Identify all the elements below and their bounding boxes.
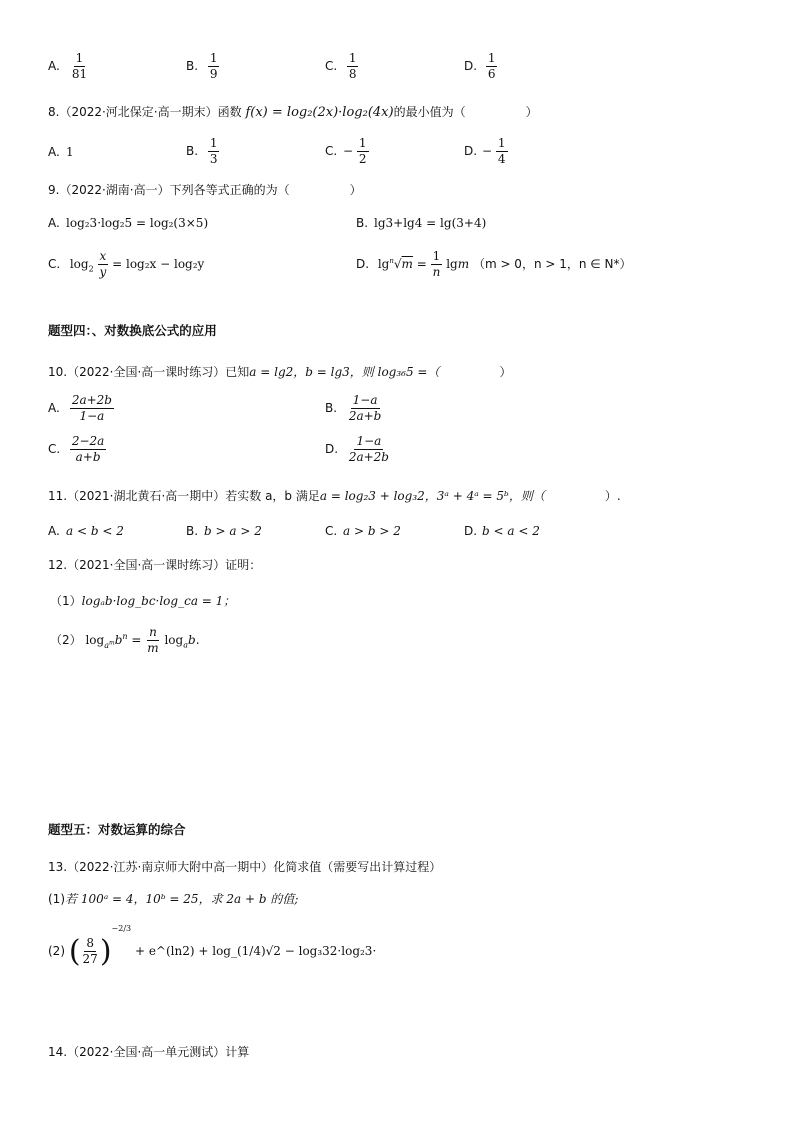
- q10-stem: 10.（2022·全国·高一课时练习）已知a = lg2，b = lg3，则 log₃₆5 =（ ）: [48, 365, 512, 379]
- section-heading: 题型四：、对数换底公式的应用: [48, 323, 217, 338]
- q10-option-c: C. $\frac{2-2a}{a+b}$: [48, 434, 105, 465]
- fraction: $\frac{x}{y}$: [99, 249, 107, 280]
- q10-option-d: D. $\frac{1-a}{2a+2b}$: [325, 434, 389, 465]
- fraction: $\frac{1}{9}$: [209, 51, 218, 82]
- fraction: $\frac{n}{m}$: [147, 625, 159, 656]
- q13-stem: 13.（2022·江苏·南京师大附中高一期中）化简求值（需要写出计算过程）: [48, 860, 442, 874]
- fraction: $\frac{1-a}{2a+2b}$: [348, 434, 389, 465]
- fraction: $\frac{1}{6}$: [487, 51, 496, 82]
- fraction: $\frac{1}{n}$: [432, 249, 441, 280]
- q10-option-b: B. $\frac{1-a}{2a+b}$: [325, 393, 382, 424]
- q9-stem: 9.（2022·湖南·高一）下列各等式正确的为（ ）: [48, 183, 362, 197]
- q11-stem: 11.（2021·湖北黄石·高一期中）若实数 a，b 满足a = log₂3 + log₃2，3ᵃ + 4ᵃ = 5ᵇ，则（ ）.: [48, 489, 621, 503]
- q7-option-b: B. $\frac{1}{9}$: [186, 51, 218, 82]
- fraction: $\frac{1}{3}$: [209, 136, 218, 167]
- q11-option-a: A. a < b < 2: [48, 524, 124, 538]
- q10-option-a: A. $\frac{2a+2b}{1-a}$: [48, 393, 112, 424]
- q8-stem: 8.（2022·河北保定·高一期末）函数 f(x) = log₂(2x)·log₂(4x)的最小值为（ ）: [48, 105, 538, 120]
- q8-options-row: [48, 137, 748, 173]
- fraction: $\frac{1}{2}$: [358, 136, 367, 167]
- q8-option-c: C. − $\frac{1}{2}$: [325, 136, 367, 167]
- fraction: $\frac{1-a}{2a+b}$: [348, 393, 382, 424]
- q14-stem: 14.（2022·全国·高一单元测试）计算: [48, 1045, 250, 1059]
- q9-option-d: D. $\lg^n√m$ = $\frac{1}{n}$ lgm （m > 0，n > 1，n ∈ N*）: [356, 249, 632, 280]
- fraction: $\frac{1}{4}$: [497, 136, 506, 167]
- q12-stem: 12.（2021·全国·高一课时练习）证明：: [48, 558, 262, 572]
- q13-part1: (1)若 100ᵃ = 4，10ᵇ = 25，求 2a + b 的值;: [48, 892, 299, 906]
- fraction: $\frac{1}{8}$: [348, 51, 357, 82]
- q8-option-b: B. $\frac{1}{3}$: [186, 136, 218, 167]
- q11-option-c: C. a > b > 2: [325, 524, 401, 538]
- q12-part1: （1）logₐb·log_bc·log_ca = 1；: [50, 594, 236, 608]
- q13-part2: (2) ( $\frac{8}{27}$ )$^{-2/3}$ + e^(ln2) + log_(1/4)√2 − log₃32·log₂3·: [48, 924, 377, 969]
- q7-option-d: D. $\frac{1}{6}$: [464, 51, 496, 82]
- q8-option-d: D. − $\frac{1}{4}$: [464, 136, 506, 167]
- fraction: $\frac{8}{27}$: [82, 935, 98, 966]
- q11-option-b: B. b > a > 2: [186, 524, 262, 538]
- q8-option-a: A. 1: [48, 145, 74, 159]
- q9-option-c: C. $\log_2$ $\frac{x}{y}$ = log₂x − log₂y: [48, 249, 205, 280]
- q11-option-d: D. b < a < 2: [464, 524, 540, 538]
- q9-option-b: B. lg3+lg4 = lg(3+4): [356, 216, 487, 230]
- fraction: $\frac{2-2a}{a+b}$: [71, 434, 105, 465]
- q11-options-row: [48, 524, 748, 542]
- q7-option-a: A. $\frac{1}{81}$: [48, 51, 88, 82]
- q7-option-c: C. $\frac{1}{8}$: [325, 51, 357, 82]
- section-heading: 题型五：对数运算的综合: [48, 822, 186, 837]
- fraction: $\frac{1}{81}$: [71, 51, 88, 82]
- q12-part2: （2） $\log_{a^m}b^n$ = $\frac{n}{m}$ $\log_ab$.: [50, 625, 200, 656]
- q9-option-a: A. log₂3·log₂5 = log₂(3×5): [48, 216, 209, 230]
- fraction: $\frac{2a+2b}{1-a}$: [71, 393, 112, 424]
